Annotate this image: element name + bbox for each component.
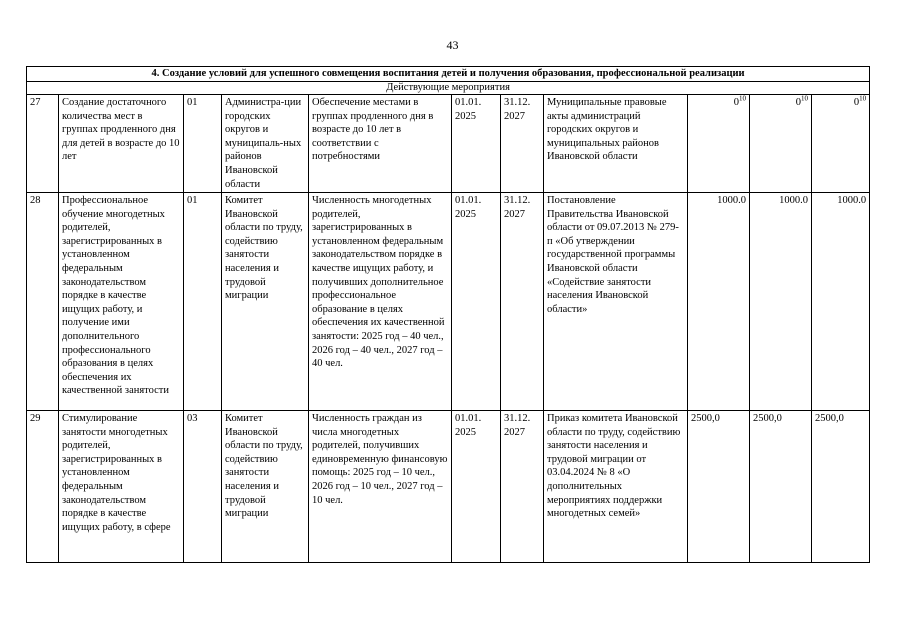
result-indicator: Численность граждан из числа многодетных родителей, получивших единовременную финансовую помощь: 2025 год – 10 чел., 2026 год – 10 чел., 2027 год – 10 чел. — [309, 411, 452, 563]
table-row — [27, 193, 870, 411]
section-header-row — [27, 67, 870, 82]
table-row — [27, 411, 870, 563]
footnote-ref: 10 — [859, 94, 867, 103]
start-date: 01.01. 2025 — [452, 95, 501, 193]
result-indicator: Обеспечение местами в группах продленного дня в возрасте до 10 лет в соответствии с потребностями — [309, 95, 452, 193]
legal-document: Приказ комитета Ивановской области по труду, содействию занятости населения и трудовой миграции от 03.04.2024 № 8 «О дополнительных мероприятиях поддержки многодетных семей» — [544, 411, 688, 563]
row-number: 29 — [27, 411, 59, 563]
code: 01 — [184, 95, 222, 193]
code: 03 — [184, 411, 222, 563]
amount-2026: 2500,0 — [750, 411, 812, 563]
subsection-title: Действующие мероприятия — [27, 82, 870, 95]
row-number: 28 — [27, 193, 59, 411]
subsection-header-row — [27, 82, 870, 95]
measures-table — [26, 66, 870, 563]
code: 01 — [184, 193, 222, 411]
executor: Комитет Ивановской области по труду, содействию занятости населения и трудовой миграции — [222, 411, 309, 563]
footnote-ref: 10 — [739, 94, 746, 103]
legal-document: Постановление Правительства Ивановской области от 09.07.2013 № 279-п «Об утверждении государственной программы Ивановской области «Содействие занятости населения Ивановской области» — [544, 193, 688, 411]
page-number: 43 — [446, 38, 459, 52]
executor: Комитет Ивановской области по труду, содействию занятости населения и трудовой миграции — [222, 193, 309, 411]
executor: Администра-ции городских округов и муниципаль-ных районов Ивановской области — [222, 95, 309, 193]
amount-value: 0 — [733, 97, 739, 108]
amount-2027 — [812, 95, 870, 193]
amount-value: 0 — [853, 97, 860, 108]
amount-2027: 2500,0 — [812, 411, 870, 563]
footnote-ref: 10 — [801, 94, 808, 103]
amount-2025 — [688, 95, 750, 193]
amount-2025: 1000.0 — [688, 193, 750, 411]
amount-value: 0 — [795, 97, 801, 108]
start-date: 01.01. 2025 — [452, 411, 501, 563]
result-indicator: Численность многодетных родителей, зарегистрированных в установленном федеральным законодательством порядке в качестве ищущих работу, и получивших дополнительное профессиональное образование в целях обеспечения их качественной занятости: 2025 год – 40 чел., 2026 год – 40 чел., 2027 год – 40 чел. — [309, 193, 452, 411]
amount-2026: 1000.0 — [750, 193, 812, 411]
amount-2026 — [750, 95, 812, 193]
amount-2025: 2500,0 — [688, 411, 750, 563]
row-number: 27 — [27, 95, 59, 193]
measure-name: Профессиональное обучение многодетных родителей, зарегистрированных в установленном федеральным законодательством порядке в качестве ищущих работу, и получение ими дополнительного профессионального образования в целях обеспечения их качественной занятости — [59, 193, 184, 411]
start-date: 01.01. 2025 — [452, 193, 501, 411]
end-date: 31.12. 2027 — [501, 95, 544, 193]
legal-document: Муниципальные правовые акты администраций городских округов и муниципальных районов Ивановской области — [544, 95, 688, 193]
measure-name: Стимулирование занятости многодетных родителей, зарегистрированных в установленном федеральным законодательством порядке в качестве ищущих работу, в сфере — [59, 411, 184, 563]
end-date: 31.12. 2027 — [501, 411, 544, 563]
amount-2027: 1000.0 — [812, 193, 870, 411]
table-row — [27, 95, 870, 193]
end-date: 31.12. 2027 — [501, 193, 544, 411]
section-title: 4. Создание условий для успешного совмещения воспитания детей и получения образования, профессиональной реализации — [27, 67, 870, 82]
measure-name: Создание достаточного количества мест в группах продленного дня для детей в возрасте до 10 лет — [59, 95, 184, 193]
